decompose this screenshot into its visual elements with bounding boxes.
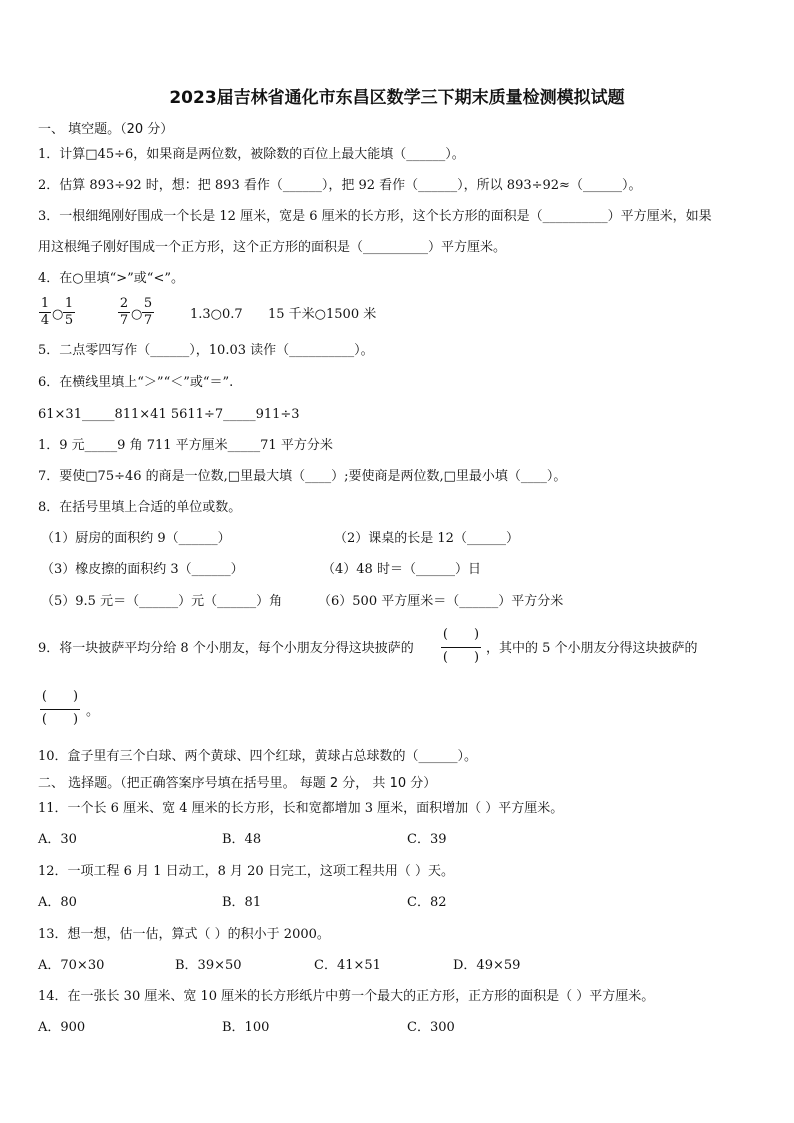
question-11: 11．一个长 6 厘米、宽 4 厘米的长方形，长和宽都增加 3 厘米，面积增加（ ）平方厘米。 xyxy=(38,801,564,816)
denominator: 7 xyxy=(143,313,153,328)
fraction-one-fifth xyxy=(63,297,75,328)
section-fill-in-heading: 一、 填空题。（20 分） xyxy=(38,122,174,137)
question-8-item-2: （2）课桌的长是 12（______） xyxy=(334,531,519,546)
question-9-part-2: ，其中的 5 个小朋友分得这块披萨的 xyxy=(486,641,698,656)
blank-fraction-1 xyxy=(439,626,483,670)
question-8-item-1: （1）厨房的面积约 9（______） xyxy=(41,531,231,546)
question-8-item-3: （3）橡皮擦的面积约 3（______） xyxy=(41,562,244,577)
question-13: 13．想一想，估一估，算式（ ）的积小于 2000。 xyxy=(38,927,330,942)
compare-circle: ○ xyxy=(131,307,143,322)
question-7: 7．要使□75÷46 的商是一位数,□里最大填（____）;要使商是两位数,□里最小填（____）。 xyxy=(38,469,567,484)
compare-lengths: 15 千米○1500 米 xyxy=(268,307,377,322)
question-6-row-1: 61×31_____811×41 5611÷7_____911÷3 xyxy=(38,407,300,422)
option-a: A．30 xyxy=(38,832,77,847)
question-8-item-5: （5）9.5 元＝（______）元（______）角 xyxy=(41,594,283,609)
blank-fraction-2 xyxy=(38,688,82,732)
denominator: 4 xyxy=(40,313,50,328)
option-c: C．39 xyxy=(407,832,447,847)
option-b: B．100 xyxy=(222,1020,270,1035)
question-6-row-2: 1．9 元_____9 角 711 平方厘米_____71 平方分米 xyxy=(38,438,333,453)
option-b: B．48 xyxy=(222,832,262,847)
option-c: C．41×51 xyxy=(314,958,381,973)
fraction-one-quarter xyxy=(39,297,51,328)
option-a: A．900 xyxy=(38,1020,86,1035)
question-8-item-4: （4）48 时＝（______）日 xyxy=(322,562,481,577)
denominator: 7 xyxy=(119,313,129,328)
question-9-end: 。 xyxy=(86,704,100,719)
numerator: 1 xyxy=(64,296,74,311)
option-d: D．49×59 xyxy=(453,958,521,973)
option-b: B．81 xyxy=(222,895,262,910)
numerator: 2 xyxy=(119,296,129,311)
blank-numerator: ( ) xyxy=(41,689,79,704)
option-c: C．300 xyxy=(407,1020,455,1035)
section-choice-heading: 二、 选择题。（把正确答案序号填在括号里。 每题 2 分， 共 10 分） xyxy=(38,776,437,791)
question-12: 12．一项工程 6 月 1 日动工，8 月 20 日完工，这项工程共用（ ）天。 xyxy=(38,864,454,879)
question-1: 1．计算□45÷6，如果商是两位数，被除数的百位上最大能填（______）。 xyxy=(38,147,465,162)
option-b: B．39×50 xyxy=(175,958,242,973)
question-4: 4．在○里填“>”或“<”。 xyxy=(38,271,184,286)
question-8: 8．在括号里填上合适的单位或数。 xyxy=(38,500,242,515)
fraction-two-sevenths xyxy=(118,297,130,328)
question-2: 2．估算 893÷92 时，想：把 893 看作（______），把 92 看作（______），所以 893÷92≈（______）。 xyxy=(38,178,642,193)
question-9-part-1: 9．将一块披萨平均分给 8 个小朋友，每个小朋友分得这块披萨的 xyxy=(38,641,414,656)
question-5: 5．二点零四写作（______），10.03 读作（__________）。 xyxy=(38,343,374,358)
question-6: 6．在横线里填上“＞”“＜”或“＝”. xyxy=(38,375,234,390)
fraction-five-sevenths xyxy=(142,297,154,328)
denominator: 5 xyxy=(64,313,74,328)
option-a: A．70×30 xyxy=(38,958,105,973)
numerator: 5 xyxy=(143,296,153,311)
option-a: A．80 xyxy=(38,895,77,910)
option-c: C．82 xyxy=(407,895,447,910)
compare-circle: ○ xyxy=(52,307,64,322)
question-3-line-1: 3．一根细绳刚好围成一个长是 12 厘米，宽是 6 厘米的长方形，这个长方形的面积是（__________）平方厘米，如果 xyxy=(38,209,712,224)
blank-denominator: ( ) xyxy=(442,650,480,665)
question-8-item-6: （6）500 平方厘米＝（______）平方分米 xyxy=(318,594,564,609)
question-10: 10．盒子里有三个白球、两个黄球、四个红球，黄球占总球数的（______）。 xyxy=(38,749,478,764)
question-14: 14．在一张长 30 厘米、宽 10 厘米的长方形纸片中剪一个最大的正方形，正方形的面积是（ ）平方厘米。 xyxy=(38,989,655,1004)
compare-decimals: 1.3○0.7 xyxy=(190,307,243,322)
blank-denominator: ( ) xyxy=(41,712,79,727)
blank-numerator: ( ) xyxy=(442,627,480,642)
numerator: 1 xyxy=(40,296,50,311)
page-title: 2023届吉林省通化市东昌区数学三下期末质量检测模拟试题 xyxy=(169,88,625,108)
question-3-line-2: 用这根绳子刚好围成一个正方形，这个正方形的面积是（__________）平方厘米。 xyxy=(38,240,507,255)
